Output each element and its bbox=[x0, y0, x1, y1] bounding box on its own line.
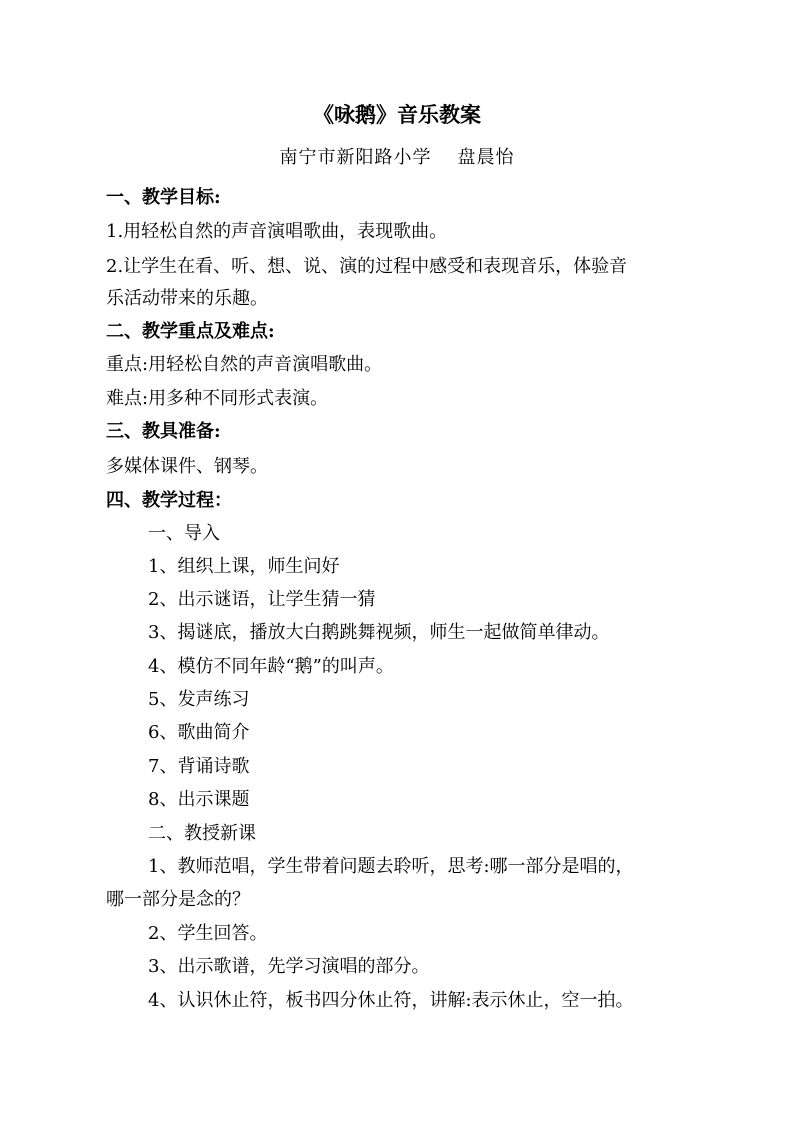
intro-step: 8、出示课题 bbox=[148, 789, 250, 810]
intro-step: 1、组织上课，师生问好 bbox=[148, 556, 340, 577]
objective-item: 1.用轻松自然的声音演唱歌曲，表现歌曲。 bbox=[106, 221, 448, 242]
new-lesson-step: 1、教师范唱，学生带着问题去聆听，思考:哪一部分是唱的， bbox=[148, 856, 634, 877]
new-lesson-step: 4、认识休止符，板书四分休止符，讲解:表示休止，空一拍。 bbox=[148, 990, 634, 1011]
materials-item: 多媒体课件、钢琴。 bbox=[106, 456, 268, 477]
objective-item: 乐活动带来的乐趣。 bbox=[106, 288, 268, 309]
section-heading-key-points: 二、教学重点及难点: bbox=[106, 321, 275, 342]
new-lesson-step: 哪一部分是念的？ bbox=[106, 889, 250, 910]
subsection-title-new-lesson: 二、教授新课 bbox=[148, 823, 256, 844]
section-heading-objectives: 一、教学目标: bbox=[106, 187, 221, 208]
key-point-item: 重点:用轻松自然的声音演唱歌曲。 bbox=[106, 354, 383, 375]
author-line bbox=[0, 144, 794, 172]
intro-step: 6、歌曲简介 bbox=[148, 722, 250, 743]
new-lesson-step: 2、学生回答。 bbox=[148, 923, 268, 944]
intro-step: 2、出示谜语，让学生猜一猜 bbox=[148, 589, 376, 610]
new-lesson-step: 3、出示歌谱，先学习演唱的部分。 bbox=[148, 956, 430, 977]
objective-item: 2.让学生在看、听、想、说、演的过程中感受和表现音乐，体验音 bbox=[106, 256, 628, 277]
subsection-title-intro: 一、导入 bbox=[148, 523, 220, 544]
intro-step: 5、发声练习 bbox=[148, 689, 250, 710]
document-title: 《咏鹅》音乐教案 bbox=[313, 102, 481, 127]
intro-step: 4、模仿不同年龄“鹅”的叫声。 bbox=[148, 656, 394, 677]
intro-step: 3、揭谜底，播放大白鹅跳舞视频，师生一起做简单律动。 bbox=[148, 622, 610, 643]
section-heading-process: 四、教学过程： bbox=[106, 490, 232, 511]
intro-step: 7、背诵诗歌 bbox=[148, 756, 250, 777]
teacher-name: 盘晨怡 bbox=[457, 147, 515, 168]
section-heading-materials: 三、教具准备: bbox=[106, 421, 221, 442]
key-point-item: 难点:用多种不同形式表演。 bbox=[106, 388, 329, 409]
school-name: 南宁市新阳路小学 bbox=[279, 147, 432, 168]
